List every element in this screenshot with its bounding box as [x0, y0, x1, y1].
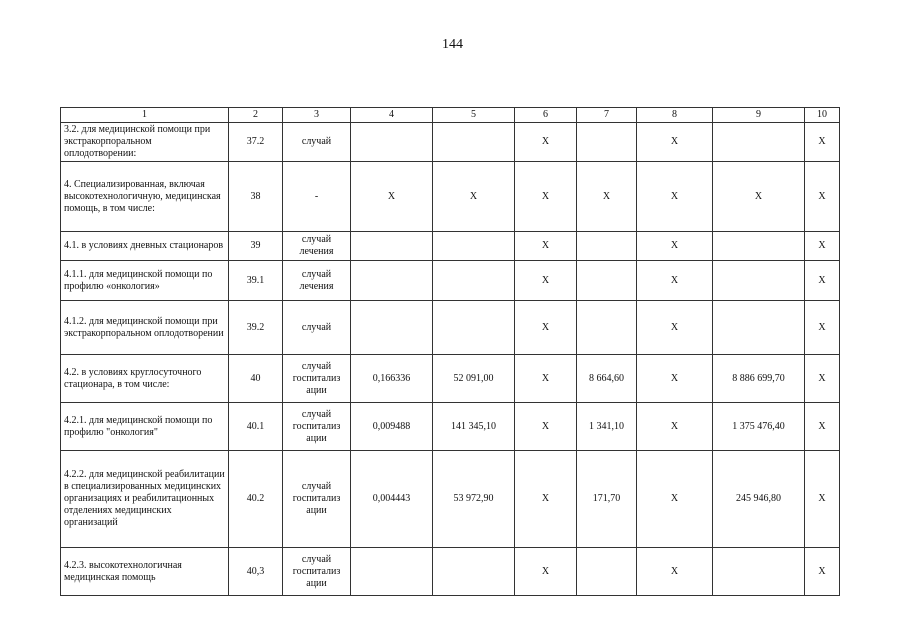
- row-code: 38: [229, 162, 283, 232]
- row-code: 37.2: [229, 123, 283, 162]
- cell: [433, 301, 515, 355]
- cell: X: [515, 355, 577, 403]
- row-unit: случай госпитализ ации: [283, 355, 351, 403]
- row-unit: случай: [283, 301, 351, 355]
- data-table: [60, 107, 840, 596]
- cell: [351, 261, 433, 301]
- table-row: [61, 355, 840, 403]
- column-header: 5: [433, 108, 515, 123]
- cell: 171,70: [577, 451, 637, 548]
- cell: X: [637, 301, 713, 355]
- cell: X: [713, 162, 805, 232]
- row-name: 4.1.1. для медицинской помощи по профилю «онкология»: [61, 261, 229, 301]
- table-row: [61, 261, 840, 301]
- row-unit: случай госпитализ ации: [283, 403, 351, 451]
- cell: X: [433, 162, 515, 232]
- cell: X: [515, 548, 577, 596]
- cell: X: [805, 123, 840, 162]
- table-row: [61, 123, 840, 162]
- row-code: 40.1: [229, 403, 283, 451]
- column-header: 3: [283, 108, 351, 123]
- row-unit: случай лечения: [283, 261, 351, 301]
- cell: X: [515, 123, 577, 162]
- row-code: 40.2: [229, 451, 283, 548]
- cell: X: [805, 261, 840, 301]
- row-code: 40: [229, 355, 283, 403]
- cell: 52 091,00: [433, 355, 515, 403]
- cell: X: [515, 232, 577, 261]
- row-unit: -: [283, 162, 351, 232]
- cell: [433, 548, 515, 596]
- row-name: 3.2. для медицинской помощи при экстракорпоральном оплодотворении:: [61, 123, 229, 162]
- cell: 1 341,10: [577, 403, 637, 451]
- table-row: [61, 232, 840, 261]
- row-code: 40,3: [229, 548, 283, 596]
- cell: X: [637, 403, 713, 451]
- cell: [577, 301, 637, 355]
- cell: [713, 301, 805, 355]
- table-row: [61, 548, 840, 596]
- cell: [351, 548, 433, 596]
- row-name: 4.2.2. для медицинской реабилитации в специализированных медицинских организациях и реабилитационных отделениях медицинских организаций: [61, 451, 229, 548]
- cell: X: [515, 301, 577, 355]
- table-row: [61, 451, 840, 548]
- cell: 8 664,60: [577, 355, 637, 403]
- row-code: 39.1: [229, 261, 283, 301]
- cell: 53 972,90: [433, 451, 515, 548]
- cell: [433, 232, 515, 261]
- cell: [577, 548, 637, 596]
- cell: X: [637, 162, 713, 232]
- cell: 0,166336: [351, 355, 433, 403]
- cell: [713, 232, 805, 261]
- column-header: 9: [713, 108, 805, 123]
- row-unit: случай: [283, 123, 351, 162]
- cell: 141 345,10: [433, 403, 515, 451]
- cell: X: [515, 261, 577, 301]
- cell: [433, 123, 515, 162]
- row-code: 39: [229, 232, 283, 261]
- cell: X: [805, 355, 840, 403]
- cell: [433, 261, 515, 301]
- page-number: 144: [442, 37, 463, 52]
- table-header-row: [61, 108, 840, 123]
- cell: [577, 232, 637, 261]
- cell: [351, 232, 433, 261]
- cell: X: [805, 162, 840, 232]
- cell: 1 375 476,40: [713, 403, 805, 451]
- cell: 0,009488: [351, 403, 433, 451]
- row-unit: случай госпитализ ации: [283, 451, 351, 548]
- cell: X: [515, 162, 577, 232]
- cell: [351, 301, 433, 355]
- table-row: [61, 301, 840, 355]
- cell: X: [637, 261, 713, 301]
- row-name: 4.1. в условиях дневных стационаров: [61, 232, 229, 261]
- row-unit: случай госпитализ ации: [283, 548, 351, 596]
- cell: X: [577, 162, 637, 232]
- cell: X: [805, 451, 840, 548]
- cell: X: [805, 301, 840, 355]
- row-name: 4.2. в условиях круглосуточного стационара, в том числе:: [61, 355, 229, 403]
- cell: X: [637, 548, 713, 596]
- column-header: 6: [515, 108, 577, 123]
- cell: X: [805, 548, 840, 596]
- table-row: [61, 403, 840, 451]
- table-row: [61, 162, 840, 232]
- row-name: 4. Специализированная, включая высокотехнологичную, медицинская помощь, в том числе:: [61, 162, 229, 232]
- cell: X: [515, 403, 577, 451]
- column-header: 2: [229, 108, 283, 123]
- cell: X: [637, 355, 713, 403]
- row-name: 4.2.3. высокотехнологичная медицинская помощь: [61, 548, 229, 596]
- cell: [351, 123, 433, 162]
- cell: X: [805, 403, 840, 451]
- cell: [577, 261, 637, 301]
- column-header: 8: [637, 108, 713, 123]
- cell: X: [351, 162, 433, 232]
- cell: 0,004443: [351, 451, 433, 548]
- cell: 245 946,80: [713, 451, 805, 548]
- cell: X: [637, 123, 713, 162]
- cell: [577, 123, 637, 162]
- column-header: 7: [577, 108, 637, 123]
- cell: [713, 261, 805, 301]
- row-code: 39.2: [229, 301, 283, 355]
- column-header: 1: [61, 108, 229, 123]
- column-header: 4: [351, 108, 433, 123]
- cell: X: [805, 232, 840, 261]
- cell: 8 886 699,70: [713, 355, 805, 403]
- cell: [713, 123, 805, 162]
- row-unit: случай лечения: [283, 232, 351, 261]
- cell: [713, 548, 805, 596]
- cell: X: [637, 451, 713, 548]
- row-name: 4.2.1. для медицинской помощи по профилю "онкология": [61, 403, 229, 451]
- column-header: 10: [805, 108, 840, 123]
- cell: X: [637, 232, 713, 261]
- row-name: 4.1.2. для медицинской помощи при экстракорпоральном оплодотворении: [61, 301, 229, 355]
- cell: X: [515, 451, 577, 548]
